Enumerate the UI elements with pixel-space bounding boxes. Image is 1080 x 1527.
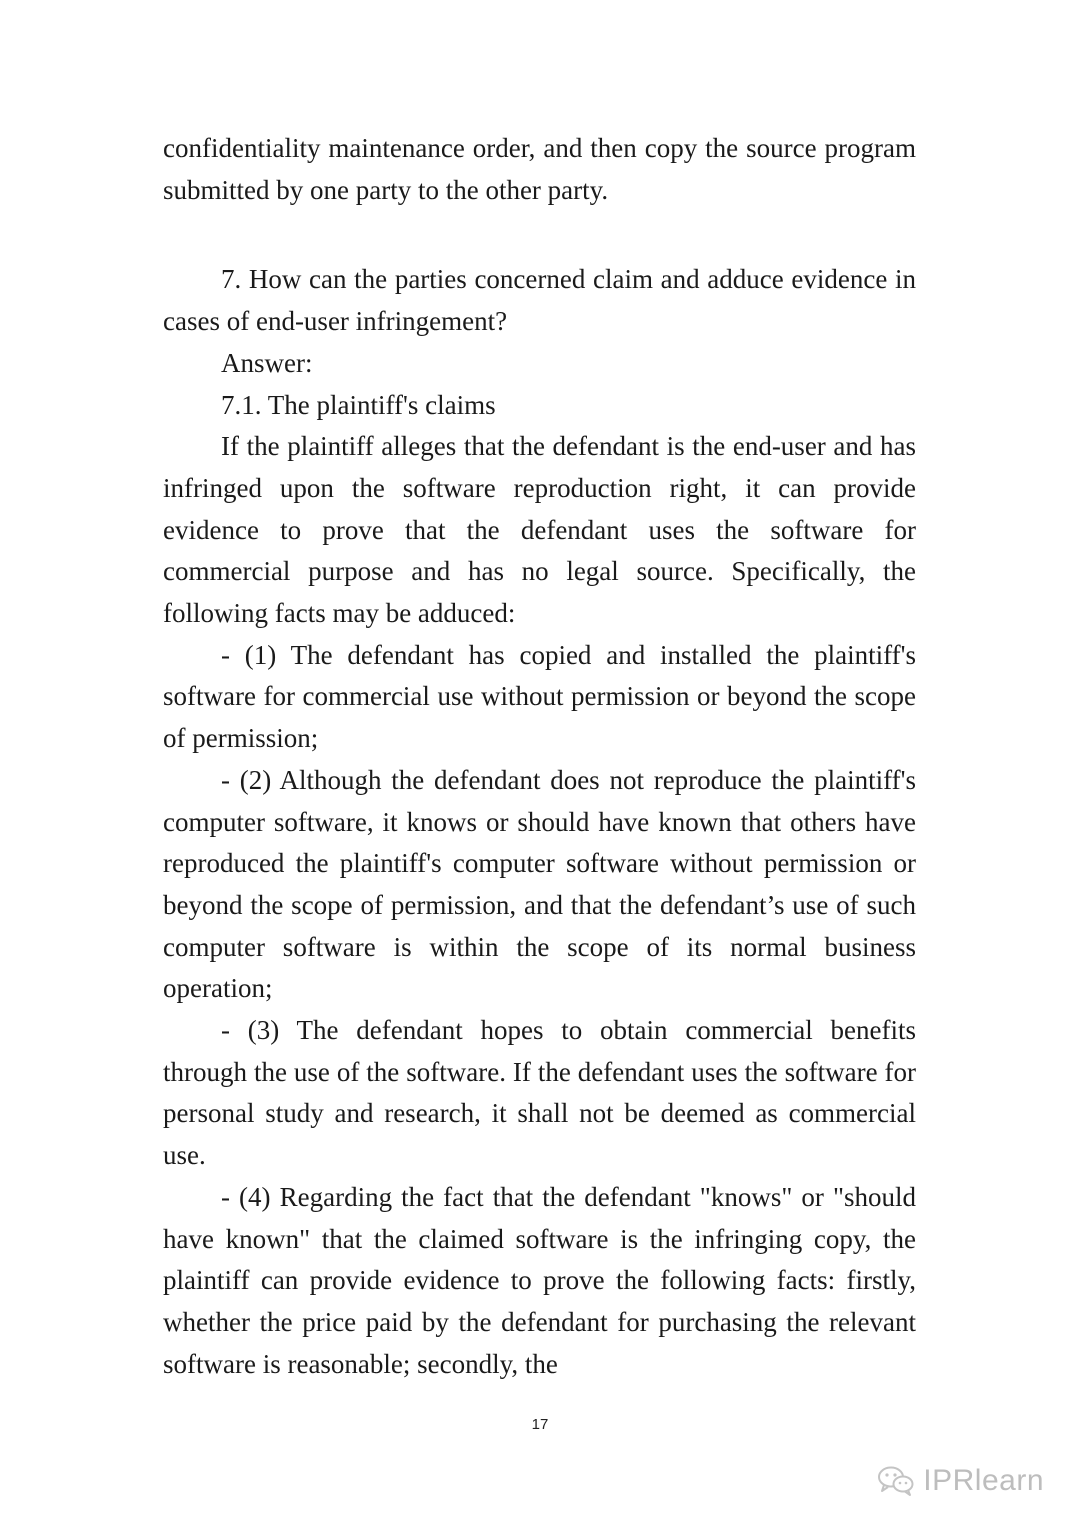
wechat-icon: [877, 1465, 915, 1497]
question-heading: 7. How can the parties concerned claim and adduce evidence in cases of end-user infringement?: [163, 264, 916, 337]
paragraph-gap: [163, 211, 916, 259]
list-item: - (1) The defendant has copied and installed the plaintiff's software for commercial use without permission or beyond the scope of permission;: [163, 639, 916, 754]
answer-label: Answer:: [221, 347, 313, 378]
document-body: [163, 128, 916, 1385]
watermark-text: IPRlearn: [923, 1464, 1044, 1497]
paragraph: If the plaintiff alleges that the defendant is the end-user and has infringed upon the software reproduction right, it can provide evidence to prove that the defendant uses the software for commercial purpose and has no legal source. Specifically, the following facts may be adduced:: [163, 431, 916, 629]
list-item: - (2) Although the defendant does not reproduce the plaintiff's computer software, it knows or should have known that others have reproduced the plaintiff's computer software without permission or beyond the scope of permission, and that the defendant’s use of such computer software is within the scope of its normal business operation;: [163, 764, 916, 1004]
paragraph-continuation: confidentiality maintenance order, and then copy the source program submitted by one party to the other party.: [163, 133, 916, 205]
section-heading: 7.1. The plaintiff's claims: [221, 389, 496, 420]
list-item: - (3) The defendant hopes to obtain commercial benefits through the use of the software. If the defendant uses the software for personal study and research, it shall not be deemed as commercial use.: [163, 1015, 916, 1171]
page-number: 17: [531, 1416, 549, 1433]
list-item: - (4) Regarding the fact that the defendant "knows" or "should have known" that the claimed software is the infringing copy, the plaintiff can provide evidence to prove the following facts: firstly, whether the price paid by the defendant for purchasing the relevant software is reasonable; secondly, the: [163, 1181, 916, 1379]
watermark: [877, 1464, 1044, 1498]
